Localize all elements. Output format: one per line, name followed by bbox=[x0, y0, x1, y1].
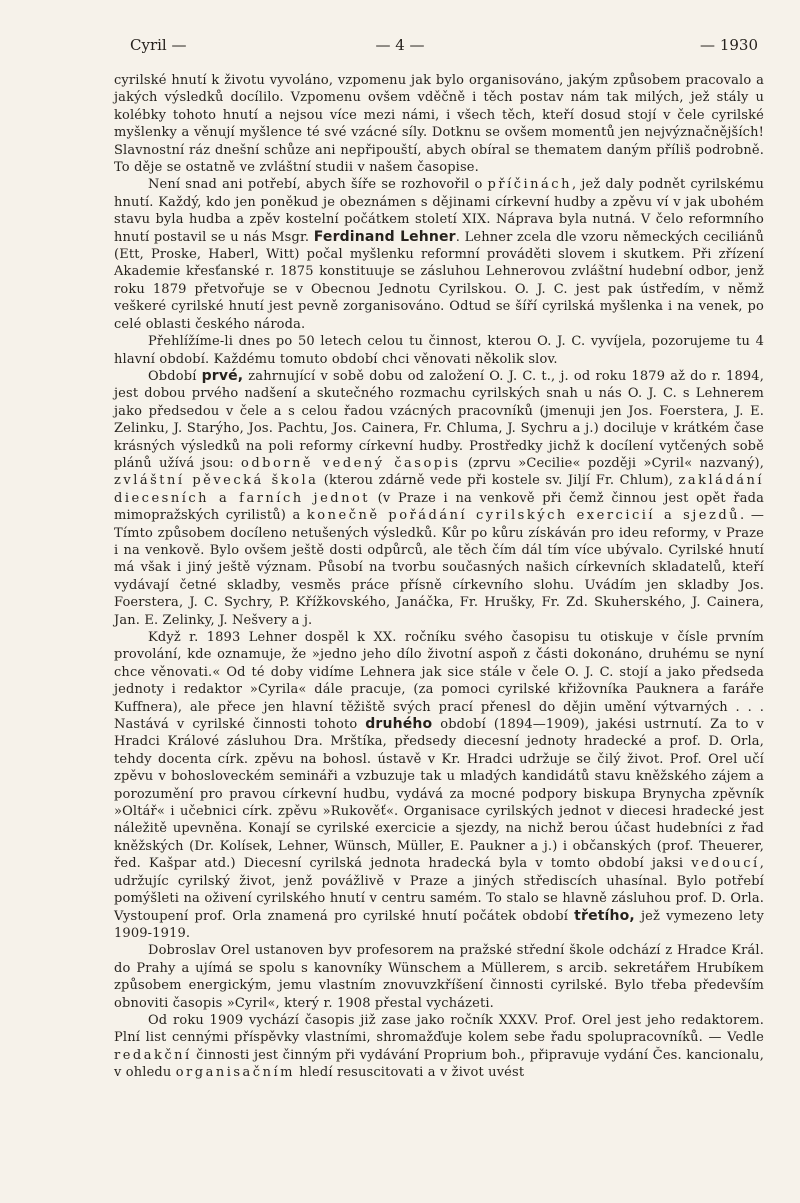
emphasized-text: prvé, bbox=[201, 367, 244, 384]
emphasized-text: Ferdinand Lehner bbox=[313, 228, 456, 245]
emphasized-text: odborně vedený časopis bbox=[241, 455, 461, 471]
paragraph bbox=[114, 72, 764, 176]
text-run: zahrnující v sobě dobu od založení O. J. C. t., j. od roku 1879 až do r. 1894, jest dobou prvého nadšení a skutečného rozmachu cyrilských snah u nás O. J. C. s Lehnerem jako předsedou v čele a s celou řadou vzácných pracovníků (jmenuji jen Jos. Foerstera, J. E. Zelinku, J. Starýho, Jos. Pachtu, Jos. Cainera, Fr. Chluma, J. Sychru a j.) dociluje v krátkém čase krásných výsledků na poli reformy církevní hudby. Prostředky jichž k docílení vytčených sobě plánů užívá jsou: bbox=[114, 368, 764, 471]
header-journal-name: Cyril — bbox=[130, 36, 187, 54]
text-run: . — Tímto způsobem docíleno netušených výsledků. Kůr po kůru získáván pro ideu reformy, v Praze i na venkově. Bylo ovšem ještě dosti odpůrců, ale těch čím dál tím více ubývalo. Cyrilské hnutí má však i jiný ještě význam. Působí na tvorbu současných našich církevních skladatelů, kteří vydávají četné skladby, vesměs práce přísně církevního slohu. Uvádím jen skladby Jos. Foerstera, J. C. Sychry, P. Křížkovského, Janáčka, Fr. Hrušky, Fr. Zd. Skuherského, J. Cainera, Jan. E. Zelinky, J. Nešvery a j. bbox=[114, 508, 764, 628]
emphasized-text: vedoucí bbox=[691, 856, 760, 872]
text-run: jež vymezeno lety 1909-1919. bbox=[114, 908, 764, 941]
text-run: . Lehner zcela dle vzoru německých ceciliánů (Ett, Proske, Haberl, Witt) počal myšlenku reformní prováděti slovem i skutkem. Při zřízení Akademie křesťanské r. 1875 konstituuje se zásluhou Lehnerovou zvláštní hudební odbor, jenž roku 1879 přetvořuje se v Obecnou Jednotu Cyrilskou. O. J. C. jest pak ústředím, v němž veškeré cyrilské hnutí jest pevně zorganisováno. Odtud se šíří cyrilská myšlenka i na venek, po celé oblasti českého národa. bbox=[114, 229, 764, 332]
emphasized-text: třetího, bbox=[574, 907, 635, 924]
text-run: (zprvu »Cecilie« později »Cyril« nazvaný), bbox=[460, 455, 765, 471]
text-run: , jež daly podnět cyrilskému hnutí. Každý, kdo jen poněkud je obeznámen s dějinami církevní hudby a zpěvu ví v jak ubohém stavu byla hudba a zpěv kostelní počátkem století XIX. Náprava byla nutná. V čelo reformního hnutí postavil se u nás Msgr. bbox=[114, 177, 764, 245]
text-run: Období bbox=[148, 368, 202, 384]
text-run: Když r. 1893 Lehner dospěl k XX. ročníku svého časopisu tu otiskuje v čísle prvním provolání, kde oznamuje, že »jedno jeho dílo životní aspoň z části dokonáno, druhému se nyní chce věnovati.« Od té doby vidíme Lehnera jak sice stále v čele O. J. C. stojí a jako předseda jednoty i redaktor »Cyrila« dále pracuje, (za pomoci cyrilské křižovníka Pauknera a faráře Kuffnera), ale přece jen hlavní těžiště svých prací přenesl do dějin umění výtvarných . . . Nastává v cyrilské činnosti tohoto bbox=[114, 630, 764, 733]
emphasized-text: redakční bbox=[114, 1047, 192, 1063]
emphasized-text: organisačním bbox=[175, 1065, 295, 1081]
paragraph bbox=[114, 368, 764, 629]
emphasized-text: konečně pořádání cyrilských exercicií a sjezdů bbox=[306, 508, 741, 524]
text-run: Od roku 1909 vychází časopis již zase jako ročník XXXV. Prof. Orel jest jeho redaktorem. Plní list cennými příspěvky vlastními, shromažďuje kolem sebe řadu spolupracovníků. — Vedle bbox=[114, 1012, 764, 1046]
article-body bbox=[114, 72, 764, 1082]
text-run: cyrilské hnutí k životu vyvoláno, vzpomenu jak bylo organisováno, jakým způsobem pracovalo a jakých výsledků docílilo. Vzpomenu ovšem vděčně i těch postav nám tak milých, jež stály u kolébky tohoto hnutí a nejsou více mezi námi, i všech těch, kteří dosud stojí v čele cyrilské myšlenky a věnují myšlence té své vzácné síly. Dotknu se ovšem momentů jen nejvýznačnějších! Slavnostní ráz dnešní schůze ani nepřipouští, abych obíral se thematem daným příliš podrobně. To děje se ostatně ve zvláštní studii v našem časopise. bbox=[114, 73, 764, 176]
text-run: , udržujíc cyrilský život, jenž povážlivě v Praze a jiných střediscích uhasínal. Bylo potřebí pomýšleti na oživení cyrilského hnutí v centru samém. To stalo se hlavně zásluhou prof. D. Orla. Vystoupení prof. Orla znamená pro cyrilské hnutí počátek období bbox=[114, 856, 764, 924]
running-header bbox=[0, 36, 800, 60]
text-run: činnosti jest činným při vydávání Proprium boh., připravuje vydání Čes. kancionalu, v ohledu bbox=[114, 1047, 764, 1081]
paragraph bbox=[114, 1012, 764, 1082]
text-run: (kterou zdárně vede při kostele sv. Jiljí Fr. Chlum), bbox=[318, 473, 679, 489]
paragraph bbox=[114, 333, 764, 368]
emphasized-text: zvláštní pěvecká škola bbox=[114, 473, 319, 489]
text-run: Není snad ani potřebí, abych šíře se rozhovořil o bbox=[148, 177, 488, 193]
emphasized-text: druhého bbox=[365, 716, 433, 733]
text-run: Přehlížíme-li dnes po 50 letech celou tu činnost, kterou O. J. C. vyvíjela, pozorujeme tu 4 hlavní období. Každému tomuto období chci věnovati několik slov. bbox=[114, 334, 764, 367]
text-run: Dobroslav Orel ustanoven byv profesorem na pražské střední škole odchází z Hradce Král. do Prahy a ujímá se spolu s kanovníky Wünschem a Müllerem, s arcib. sekretářem Hrubíkem způsobem energickým, jemu vlastním znovuvzkříšení činnosti cyrilské. Bylo třeba především obnoviti časopis »Cyril«, který r. 1908 přestal vycházeti. bbox=[114, 943, 764, 1011]
text-run: (v Praze i na venkově při čemž činnou jest opět řada mimopražských cyrilistů) a bbox=[114, 490, 764, 524]
emphasized-text: příčinách bbox=[487, 177, 572, 193]
text-run: období (1894—1909), jakési ustrnutí. Za to v Hradci Králové zásluhou Dra. Mrštíka, předsedy diecesní jednoty hradecké a prof. D. Orla, tehdy docenta círk. zpěvu na bohosl. ústavě v Kr. Hradci udržuje se čilý život. Prof. Orel učí zpěvu v bohosloveckém semináři a vzbuzuje tak u mladých kandidátů stavu kněžského zájem a porozumění pro pravou církevní hudbu, vydává za mocné podpory biskupa Brynycha zpěvník »Oltář« i učebnici círk. zpěvu »Rukověť«. Organisace cyrilských jednot v diecesi hradecké jest náležitě upevněna. Konají se cyrilské exercicie a sjezdy, na nichž berou účast hudebníci z řad kněžských (Dr. Kolísek, Lehner, Wünsch, Müller, E. Paukner a j.) i občanských (prof. Theuerer, řed. Kašpar atd.) Diecesní cyrilská jednota hradecká byla v tomto období jaksi bbox=[114, 717, 764, 872]
emphasized-text: zakládání diecesních a farních jednot bbox=[114, 473, 764, 506]
paragraph bbox=[114, 176, 764, 333]
paragraph bbox=[114, 629, 764, 942]
text-run: hledí resuscitovati a v život uvést bbox=[294, 1065, 525, 1081]
paragraph bbox=[114, 942, 764, 1012]
header-year: — 1930 bbox=[700, 36, 758, 54]
header-page-number: — 4 — bbox=[375, 36, 425, 54]
